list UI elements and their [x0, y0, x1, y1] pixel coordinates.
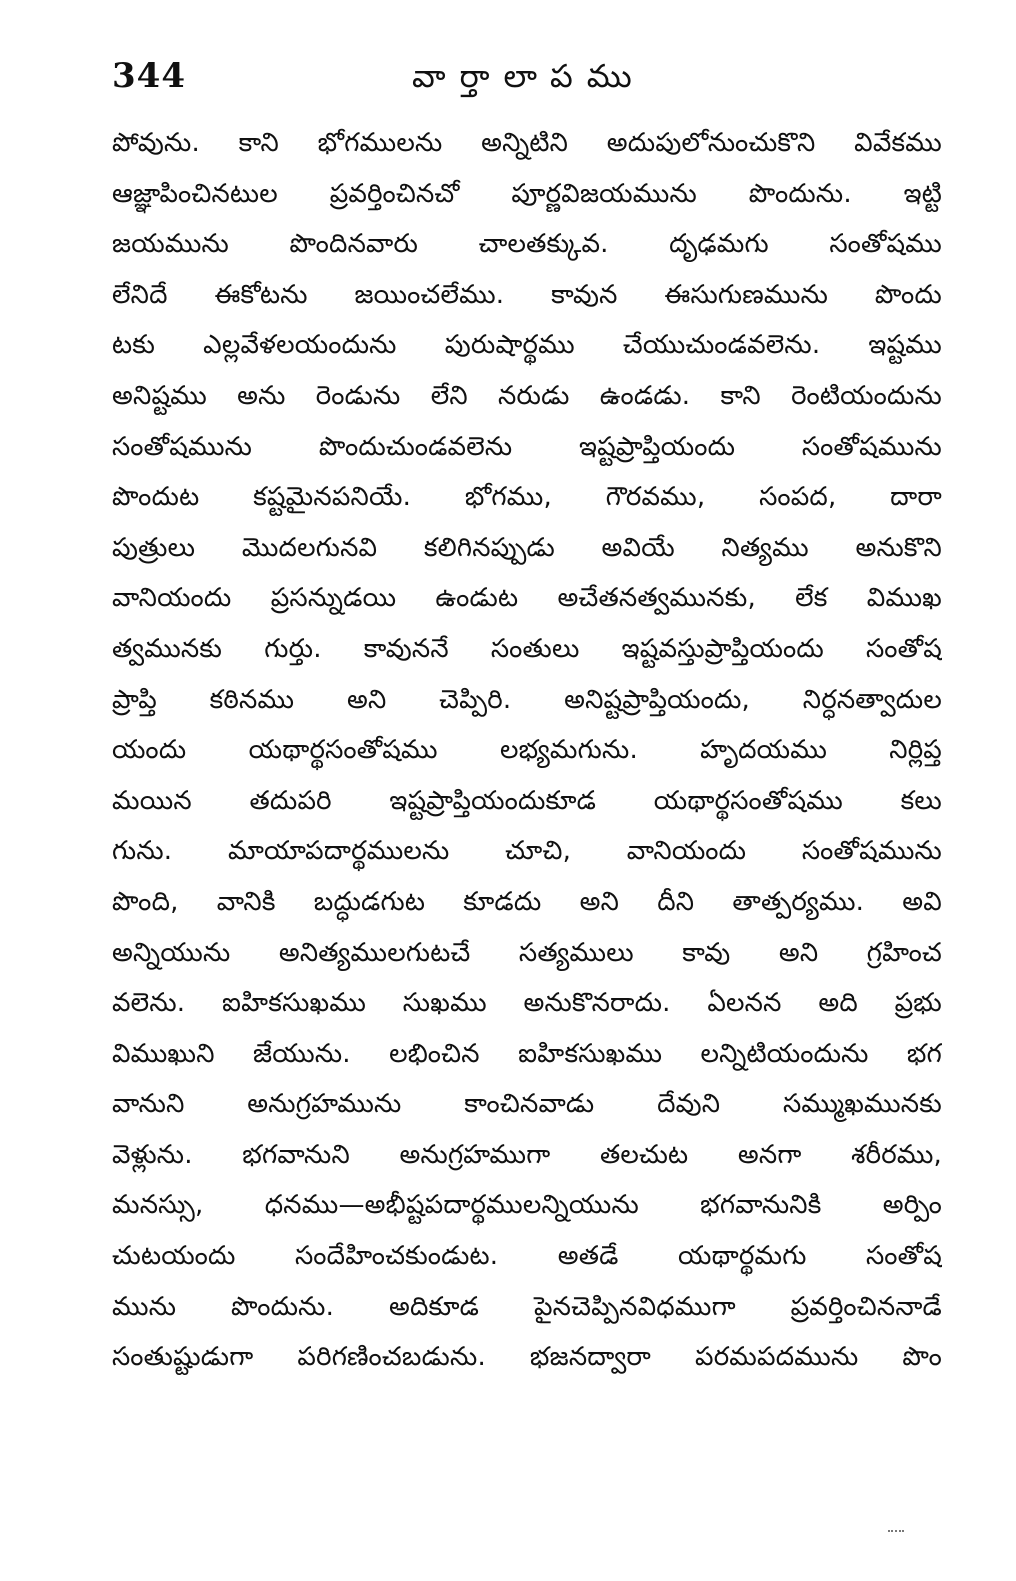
- text-line: యందు యథార్థసంతోషము లభ్యమగును. హృదయము నిర్లిప్త: [112, 735, 942, 766]
- text-line: పొందుట కష్టమైనపనియే. భోగము, గౌరవము, సంపద, దారా: [112, 482, 942, 513]
- running-title: వార్తాలాపము: [412, 57, 646, 95]
- text-line: వెళ్లును. భగవానుని అనుగ్రహముగా తలచుట అనగా శరీరము,: [112, 1139, 942, 1170]
- text-line: వలెను. ఐహికసుఖము సుఖము అనుకొనరాదు. ఏలనన అది ప్రభు: [112, 988, 942, 1019]
- text-line: సంతోషమును పొందుచుండవలెను ఇష్టప్రాప్తియందు సంతోషమును: [112, 431, 942, 462]
- text-line: విముఖుని జేయును. లభించిన ఐహికసుఖము లన్నిటియందును భగ: [112, 1038, 942, 1069]
- text-line: త్వమునకు గుర్తు. కావుననే సంతులు ఇష్టవస్తుప్రాప్తియందు సంతోష: [112, 633, 942, 664]
- text-line: అనిష్టము అను రెండును లేని నరుడు ఉండడు. కాని రెంటియందును: [112, 380, 942, 411]
- text-line: లేనిదే ఈకోటను జయించలేము. కావున ఈసుగుణమును పొందు: [112, 279, 942, 310]
- text-line: పొంది, వానికి బద్ధుడగుట కూడదు అని దీని తాత్పర్యము. అవి: [112, 886, 942, 917]
- text-line: చుటయందు సందేహించకుండుట. అతడే యథార్థమగు సంతోష: [112, 1241, 942, 1272]
- page-number: 344: [112, 56, 186, 96]
- text-line: ఆజ్ఞాపించినటుల ప్రవర్తించినచో పూర్ణవిజయమును పొందును. ఇట్టి: [112, 178, 942, 209]
- text-line: మనస్సు, ధనము—అభీష్టపదార్థములన్నియును భగవానునికి అర్పిం: [112, 1190, 942, 1221]
- text-line: వానియందు ప్రసన్నుడయి ఉండుట అచేతనత్వమునకు, లేక విముఖ: [112, 583, 942, 614]
- text-line: ప్రాప్తి కఠినము అని చెప్పిరి. అనిష్టప్రాప్తియందు, నిర్ధనత్వాదుల: [112, 684, 942, 715]
- text-line: జయమును పొందినవారు చాలతక్కువ. దృఢమగు సంతోషము: [112, 229, 942, 260]
- print-speck: [888, 1530, 904, 1534]
- text-line: పుత్రులు మొదలగునవి కలిగినప్పుడు అవియే నిత్యము అనుకొని: [112, 532, 942, 563]
- text-line: టకు ఎల్లవేళలయందును పురుషార్థము చేయుచుండవలెను. ఇష్టము: [112, 330, 942, 361]
- text-line: మయిన తదుపరి ఇష్టప్రాప్తియందుకూడ యథార్థసంతోషము కలు: [112, 785, 942, 816]
- text-line: మును పొందును. అదికూడ పైనచెప్పినవిధముగా ప్రవర్తించిననాడే: [112, 1291, 942, 1322]
- page-header: [112, 52, 942, 100]
- text-line: వానుని అనుగ్రహమును కాంచినవాడు దేవుని సమ్ముఖమునకు: [112, 1089, 942, 1120]
- text-line: అన్నియును అనిత్యములగుటచే సత్యములు కావు అని గ్రహించ: [112, 937, 942, 968]
- body-text: [112, 118, 942, 1383]
- text-line: సంతుష్టుడుగా పరిగణించబడును. భజనద్వారా పరమపదమును పొం: [112, 1342, 942, 1373]
- text-line: పోవును. కాని భోగములను అన్నిటిని అదుపులోనుంచుకొని వివేకము: [112, 128, 942, 158]
- text-line: గును. మాయాపదార్థములను చూచి, వానియందు సంతోషమును: [112, 836, 942, 867]
